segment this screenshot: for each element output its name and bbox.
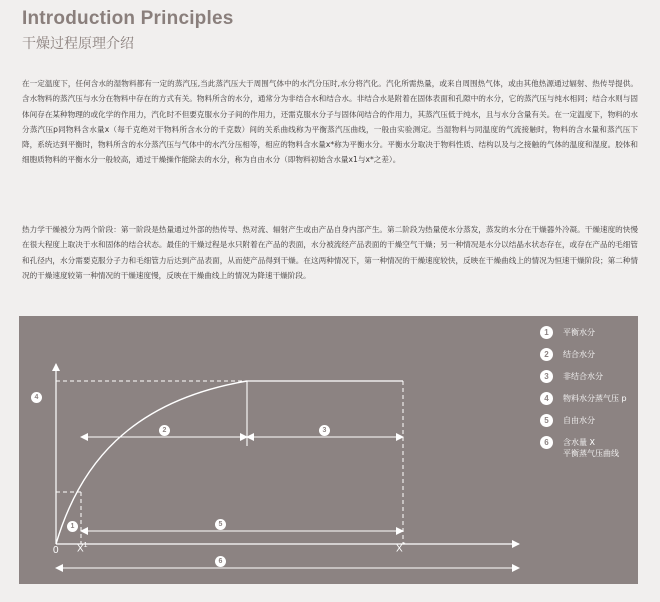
- marker-4: 4: [31, 392, 42, 403]
- legend-number: 4: [540, 392, 553, 405]
- intro-paragraph-2: 热力学干燥被分为两个阶段：第一阶段是热量通过外部的热传导、热对流、辐射产生或由产品自身内部产生。第二阶段为热量使水分蒸发，蒸发的水分在干燥器外冷凝。干燥速度的快慢在很大程度上取决于水和固体的结合状态。最佳的干燥过程是水只附着在产品的表面，水分被流经产品表面的干燥空气干燥；另一种情况是水分以结晶水状态存在，或存在产品的毛细管和孔径内，水分需要克服分子力和毛细管力后达到产品表面，从而使产品得到干燥。在这两种情况下，第一种情况的干燥速度较快，反映在干燥曲线上的情况为恒速干燥阶段；第二种情况的干燥速度较第一种情况的干燥速度慢，反映在干燥曲线上的情况为降速干燥阶段。: [22, 225, 638, 280]
- marker-1: 1: [67, 521, 78, 532]
- legend-number: 5: [540, 414, 553, 427]
- legend-label: 自由水分: [563, 416, 595, 425]
- page-subtitle: 干燥过程原理介绍: [22, 36, 134, 52]
- legend-label: 含水量 X 平衡蒸气压曲线: [563, 438, 619, 458]
- legend-item-free-water: [540, 414, 635, 427]
- legend-curve-label: 平衡蒸气压曲线: [563, 449, 619, 458]
- legend-item-moisture-content: [540, 436, 635, 459]
- legend-item-vapor-pressure: [540, 392, 635, 405]
- legend-number: 3: [540, 370, 553, 383]
- x1-label: $X^1$: [77, 542, 88, 555]
- legend-item-bound-water: [540, 348, 635, 361]
- diagram-legend: [540, 326, 635, 465]
- legend-number: 2: [540, 348, 553, 361]
- marker-2: 2: [159, 425, 170, 436]
- legend-number: 6: [540, 436, 553, 449]
- legend-label: 平衡水分: [563, 328, 595, 337]
- legend-label: 非结合水分: [563, 372, 603, 381]
- origin-label: 0: [53, 545, 59, 556]
- legend-label: 物料水分蒸气压 p: [563, 394, 627, 403]
- legend-item-unbound-water: [540, 370, 635, 383]
- xstar-label: X*: [396, 542, 406, 555]
- legend-item-equilibrium-water: [540, 326, 635, 339]
- page-title: Introduction Principles: [22, 8, 234, 29]
- marker-6: 6: [215, 556, 226, 567]
- drying-curve-diagram: [19, 316, 638, 584]
- intro-paragraph-1: 在一定温度下，任何含水的湿物料都有一定的蒸汽压,当此蒸汽压大于周围气体中的水汽分压时,水分将汽化。汽化所需热量，或来自周围热气体，或由其他热源通过辐射、热传导提供。含水物料的蒸汽压与水分在物料中存在的方式有关。物料所含的水分，通常分为非结合水和结合水。非结合水是附着在固体表面和孔隙中的水分，它的蒸汽压与纯水相同；结合水则与固体间存在某种物理的或化学的作用力，汽化时不但要克服水分子间的作用力，还需克服水分子与固体间结合的作用力，其蒸汽压低于纯水，且与水分含量有关。在一定温度下，物料的水分蒸汽压p同物料含水量x（每千克绝对干物料所含水分的千克数）间的关系曲线称为平衡蒸汽压曲线，一般由实验测定。当湿物料与同温度的气流接触时，物料的含水量和蒸汽压下降，系统达到平衡时，物料所含的水分蒸汽压与气体中的水汽分压相等，相应的物料含水量x*称为平衡水分。平衡水分取决于物料性质、结构以及与之接触的气体的温度和湿度。胶体和细胞质物料的平衡水分一般较高，通过干燥操作能除去的水分，称为自由水分（即物料初始含水量x1与x*之差）。: [22, 79, 638, 165]
- legend-number: 1: [540, 326, 553, 339]
- legend-label: 结合水分: [563, 350, 595, 359]
- marker-5: 5: [215, 519, 226, 530]
- marker-3: 3: [319, 425, 330, 436]
